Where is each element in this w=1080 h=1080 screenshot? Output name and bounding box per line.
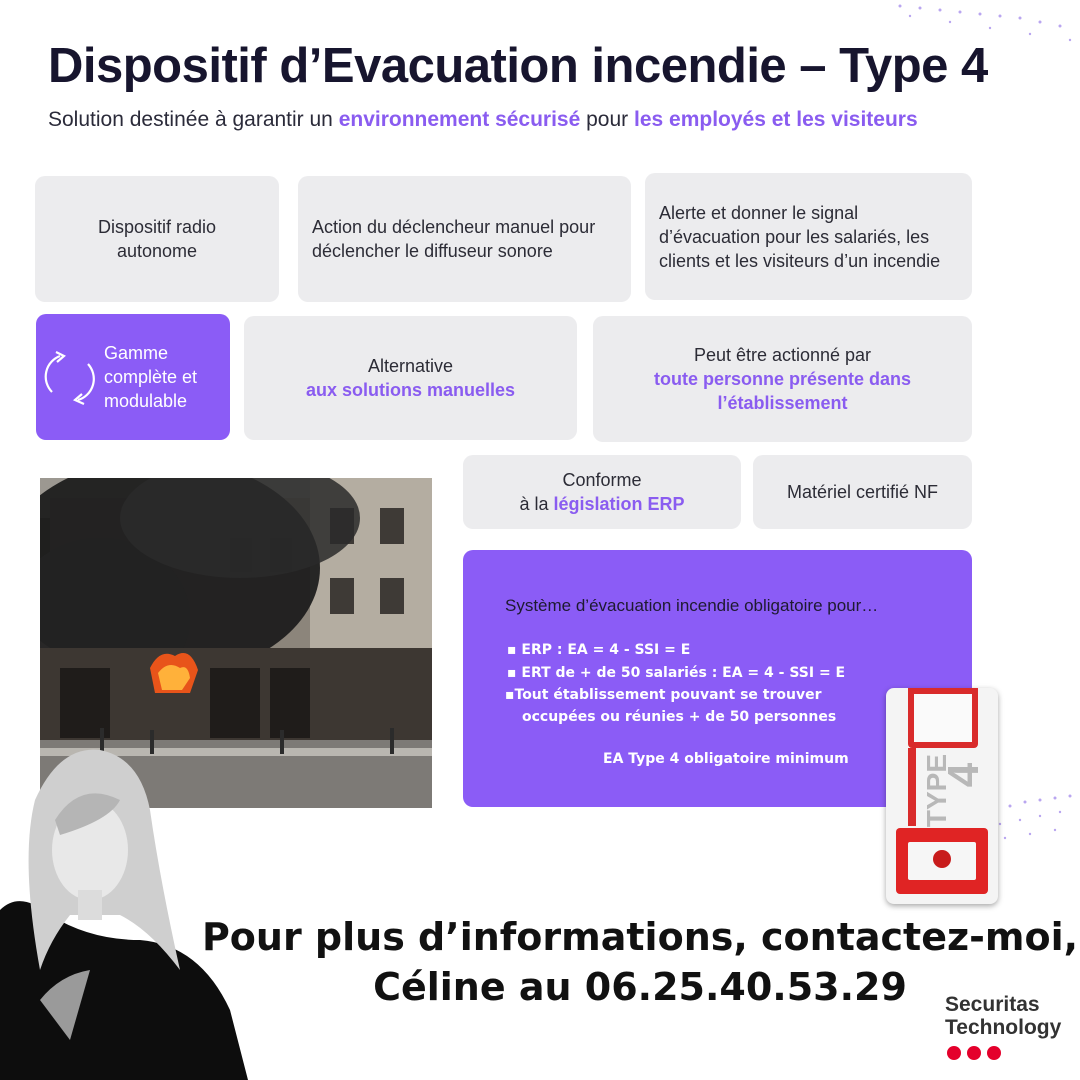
feature-certified-text: Matériel certifié NF [786, 482, 939, 502]
obligation-bullet-text: Tout établissement pouvant se trouver [514, 687, 822, 703]
feature-card-alternative [244, 316, 577, 440]
device-side-stripe [908, 748, 916, 826]
feature-actionable-line2: toute personne présente dans l’établissement [653, 369, 912, 413]
obligation-bullet-text: ERP : EA = 4 - SSI = E [521, 642, 691, 658]
securitas-logo [945, 993, 1061, 1039]
manual-call-point [896, 828, 988, 894]
feature-card-actionable [593, 316, 972, 442]
subtitle-prefix: Solution destinée à garantir un [48, 108, 339, 131]
call-point-button [933, 850, 951, 868]
obligation-bullet-continuation: occupées ou réunies + de 50 personnes [522, 709, 837, 725]
obligation-bullet: ▪ ERT de + de 50 salariés : EA = 4 - SSI = E [507, 665, 846, 681]
page-title: Dispositif d’Evacuation incendie – Type 4 [48, 39, 988, 93]
dotted-wave-right [985, 790, 1080, 860]
obligation-bullet-text: ERT de + de 50 salariés : EA = 4 - SSI = E [521, 665, 846, 681]
page-subtitle [48, 108, 918, 132]
feature-conform-highlight: législation ERP [553, 494, 685, 514]
feature-card-alert [645, 173, 972, 300]
logo-line1: Securitas [945, 993, 1040, 1016]
feature-card-action [298, 176, 631, 302]
obligation-heading: Système d’évacuation incendie obligatoire pour… [505, 596, 879, 615]
obligation-bullet: ▪Tout établissement pouvant se trouver [505, 687, 822, 703]
device-type-label: TYPE [921, 754, 952, 828]
feature-card-radio [35, 176, 279, 302]
feature-conform-line2 [519, 492, 684, 516]
feature-card-certified [753, 455, 972, 529]
feature-alternative-line2: aux solutions manuelles [305, 380, 516, 400]
logo-line2: Technology [945, 1016, 1062, 1039]
feature-card-range [36, 314, 230, 440]
refresh-cycle-icon [42, 346, 98, 408]
contact-line1: Pour plus d’informations, contactez-moi, [201, 915, 1079, 959]
obligation-bullet: ▪ ERP : EA = 4 - SSI = E [507, 642, 691, 658]
device-type-number: 4 [939, 762, 989, 788]
feature-actionable-line1: Peut être actionné par [693, 345, 872, 365]
securitas-dots-icon [945, 1044, 1005, 1062]
feature-conform-line1: Conforme [562, 470, 642, 490]
obligation-footer: EA Type 4 obligatoire minimum [603, 751, 849, 767]
feature-radio-text: Dispositif radio autonome [97, 217, 217, 261]
feature-action-text: Action du déclencheur manuel pour déclencher le diffuseur sonore [312, 217, 596, 261]
feature-range-text: Gamme complète et modulable [104, 343, 198, 411]
contact-portrait [0, 740, 250, 1080]
feature-alert-text: Alerte et donner le signal d’évacuation pour les salariés, les clients et les visiteurs d’un incendie [659, 202, 941, 271]
subtitle-mid: pour [580, 108, 634, 131]
subtitle-highlight-environment: environnement sécurisé [338, 108, 581, 131]
feature-conform-prefix: à la [519, 494, 554, 514]
contact-line2: Céline au 06.25.40.53.29 [373, 965, 907, 1009]
type4-alarm-device [886, 688, 998, 904]
device-flash-lens [914, 694, 972, 742]
subtitle-highlight-audience: les employés et les visiteurs [634, 108, 918, 131]
feature-card-conform [463, 455, 741, 529]
feature-alternative-line1: Alternative [367, 356, 454, 376]
